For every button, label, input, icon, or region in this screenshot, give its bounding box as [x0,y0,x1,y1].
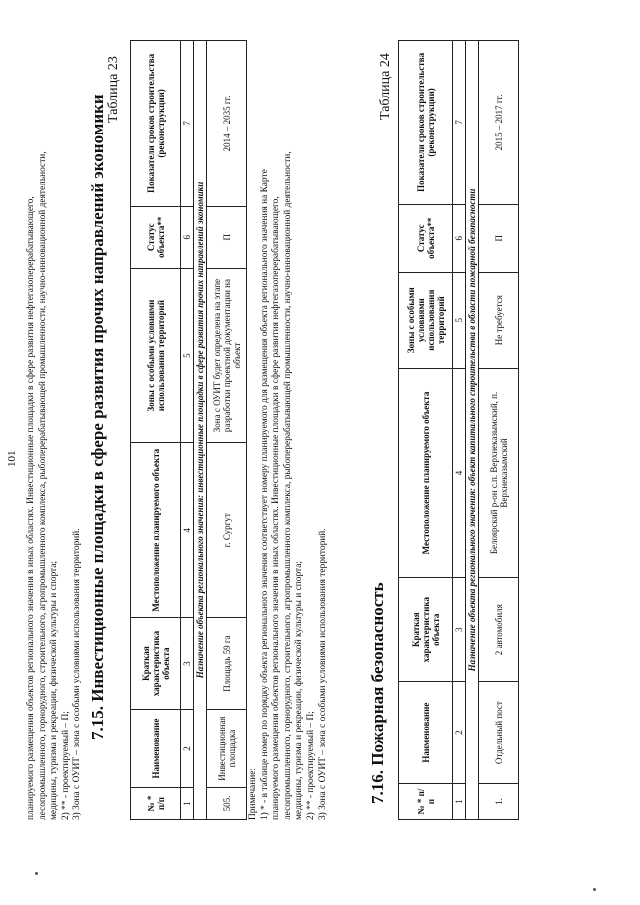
purpose-row [194,41,207,820]
column-number-row: 1 2 3 4 5 6 7 [453,41,466,820]
column-number-row: 1 2 3 4 5 6 7 [181,41,194,820]
header-cell: Показатели сроков строительства (реконструкции) [131,41,181,207]
row-characteristic: Площадь 59 га [207,618,247,710]
table-23 [130,40,247,820]
row-number: 505. [207,788,247,820]
purpose-cell: Назначение объекта регионального значения: инвестиционные площадки в сфере развития прочих направлений экономики [194,41,207,820]
row-timeline: 2015 – 2017 гг. [479,41,519,205]
table-header-row [399,41,453,820]
table-header-row [131,41,181,820]
header-cell: № * п/п [399,784,453,820]
table-label-24: Таблица 24 [378,53,393,120]
row-timeline: 2014 – 2035 гг. [207,41,247,207]
header-cell: Местоположение планируемого объекта [399,368,453,578]
row-location: г. Сургут [207,443,247,618]
table-24 [398,40,519,820]
header-cell: № * п/п [131,788,181,820]
row-name: Отдельный пост [479,682,519,784]
header-cell: Наименование [399,682,453,784]
scan-speck [593,888,596,891]
header-cell: Краткая характеристика объекта [399,578,453,682]
table-row [479,41,519,820]
note-block: Примечание: 1) * - в таблице номер по порядку объекта регионального значения соответствует номеру планируемого для размещения объекта регионального значения на Карте планируемого размещения объектов регионального значения в иных областях. Инвестиционные площадки в сфере развития нефтегазоперерабатывающего, лесопромышленного, горнорудного, строительного, агропромышленного комплекса, рыбоперерабатывающей промышленности, научно-инновационной деятельности, медицины, туризма и рекреации, физической культуры и спорта; 2) ** - проектируемый – П; 3) Зона с ОУИТ – зона с особыми условиями использования территорий. [248,40,329,820]
row-status: П [479,204,519,272]
header-cell: Наименование [131,710,181,788]
table-row [207,41,247,820]
scan-speck [35,872,38,875]
purpose-cell: Назначение объекта регионального значения: объект капитального строительства в области пожарной безопасности [466,41,479,820]
table-label-23: Таблица 23 [106,56,121,123]
section-heading-7-16: 7.16. Пожарная безопасность [368,582,387,804]
section-heading-7-15: 7.15. Инвестиционные площадки в сфере развития прочих направлений экономики [88,94,107,740]
header-cell: Статус объекта** [399,204,453,272]
header-cell: Зоны с особыми условиями использования территорий [399,272,453,368]
row-number: 1. [479,784,519,820]
row-name: Инвестиционная площадка [207,710,247,788]
row-zone: Не требуется [479,272,519,368]
header-cell: Зоны с особыми условиями использования территорий [131,268,181,443]
row-characteristic: 2 автомобиля [479,578,519,682]
top-paragraph: планируемого размещения объектов регионального значения в иных областях. Инвестиционные площадки в сфере развития нефтегазоперерабатывающего, лесопромышленного, горнорудного, строительного, агропромышленного комплекса, рыбоперерабатывающей промышленности, научно-инновационной деятельности, медицины, туризма и рекреации, физической культуры и спорта; 2) ** - проектируемый – П; 3) Зона с ОУИТ – зона с особыми условиями использования территорий. [26,151,83,820]
row-status: П [207,206,247,268]
header-cell: Местоположение планируемого объекта [131,443,181,618]
header-cell: Показатели сроков строительства (реконструкции) [399,41,453,205]
note-title: Примечание: [248,767,258,820]
header-cell: Статус объекта** [131,206,181,268]
page-number: 101 [6,450,18,467]
row-location: Белоярский р-он с.п. Верхнеказымский, п. Верхнеказымский [479,368,519,578]
header-cell: Краткая характеристика объекта [131,618,181,710]
row-zone: Зона с ОУИТ будет определена на этапе разработки проектной документации на объект [207,268,247,443]
purpose-row [466,41,479,820]
